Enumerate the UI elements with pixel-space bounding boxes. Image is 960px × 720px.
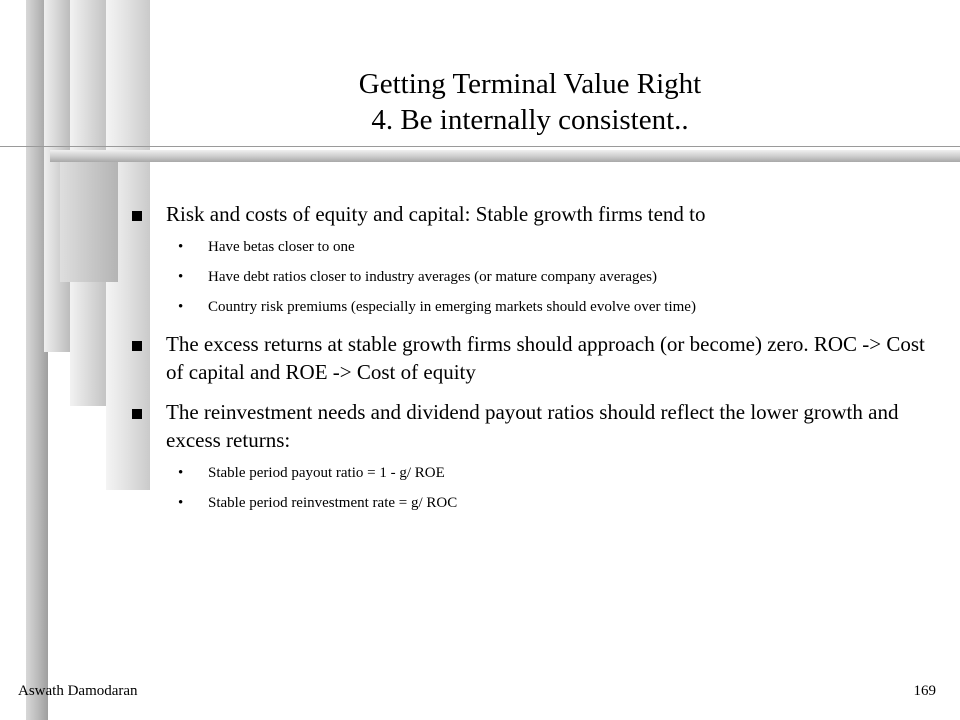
dot-bullet-icon: • <box>178 299 184 315</box>
sub-bullet-text: Have betas closer to one <box>208 239 355 255</box>
sub-bullet-text: Stable period payout ratio = 1 - g/ ROE <box>208 465 445 481</box>
bullet-text: Risk and costs of equity and capital: Stable growth firms tend to <box>166 202 706 226</box>
bullet-text: The excess returns at stable growth firms should approach (or become) zero. ROC -> Cost of capital and ROE -> Cost of equity <box>166 332 925 384</box>
sub-bullet-text: Stable period reinvestment rate = g/ ROC <box>208 495 458 511</box>
sub-bullet-text: Have debt ratios closer to industry averages (or mature company averages) <box>208 269 657 285</box>
title-divider-bar <box>50 150 960 162</box>
square-bullet-icon <box>132 341 142 351</box>
sub-bullet-item <box>128 296 928 318</box>
slide-content <box>128 200 928 514</box>
slide-title <box>150 66 910 138</box>
dot-bullet-icon: • <box>178 495 184 511</box>
square-bullet-icon <box>132 409 142 419</box>
decorative-bar-5 <box>60 160 118 282</box>
footer-author: Aswath Damodaran <box>18 683 138 699</box>
bullet-item-3 <box>128 398 928 454</box>
square-bullet-icon <box>132 211 142 221</box>
page-number: 169 <box>913 683 936 699</box>
bullet-item-1 <box>128 200 928 228</box>
slide-title-line-1: Getting Terminal Value Right <box>358 68 702 100</box>
dot-bullet-icon: • <box>178 269 184 285</box>
dot-bullet-icon: • <box>178 239 184 255</box>
bullet-item-2 <box>128 330 928 386</box>
dot-bullet-icon: • <box>178 465 184 481</box>
sub-bullet-item <box>128 266 928 288</box>
sub-bullet-item <box>128 462 928 484</box>
sub-bullet-item <box>128 492 928 514</box>
sub-bullet-item <box>128 236 928 258</box>
bullet-text: The reinvestment needs and dividend payout ratios should reflect the lower growth and excess returns: <box>166 400 899 452</box>
title-divider-line <box>0 146 960 147</box>
slide-title-line-2: 4. Be internally consistent.. <box>371 104 689 136</box>
sub-bullet-text: Country risk premiums (especially in emerging markets should evolve over time) <box>208 299 696 315</box>
